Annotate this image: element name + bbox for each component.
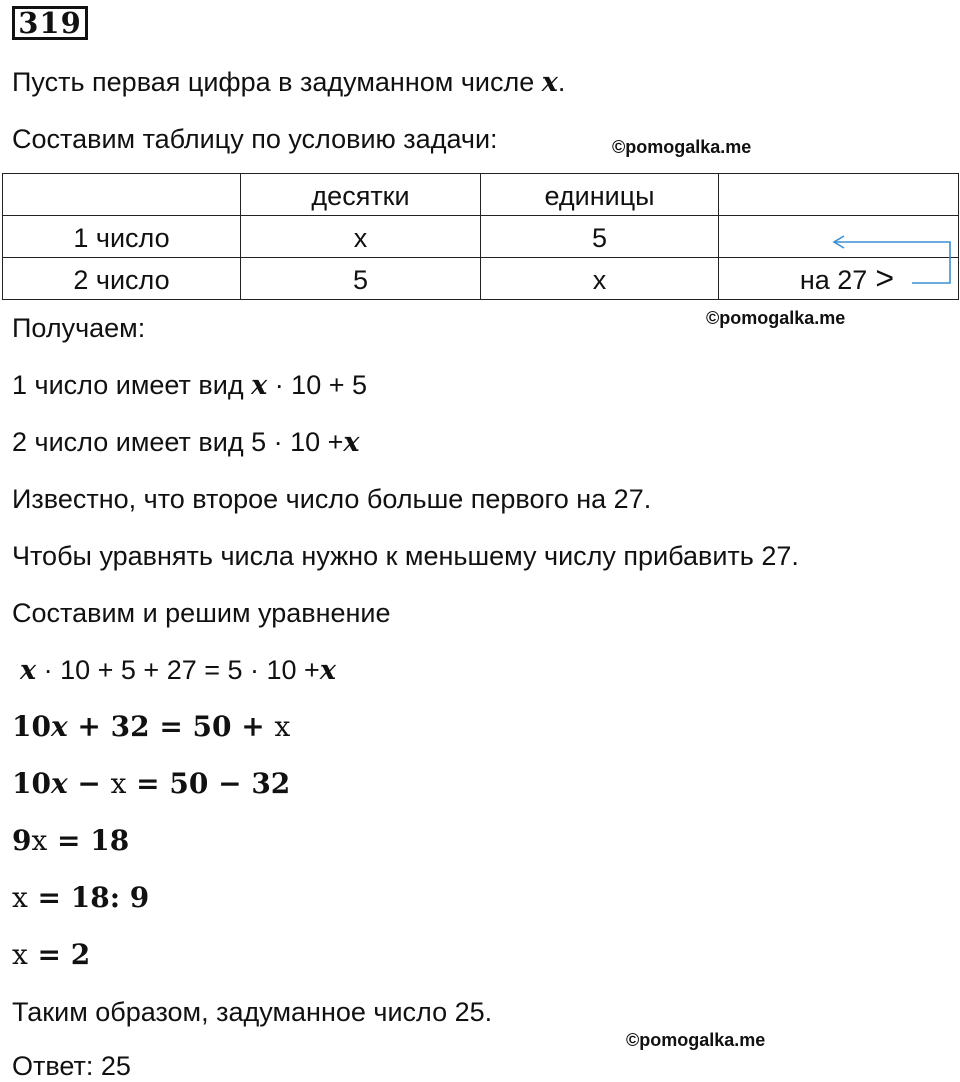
equation-step-3	[12, 825, 129, 857]
variable-plain: x	[12, 938, 28, 971]
table-intro: Составим таблицу по условию задачи:	[12, 124, 498, 154]
intro-line	[12, 66, 565, 99]
second-number-prefix: 2 число имеет вид 5 · 10 +	[12, 427, 344, 457]
eq-part: = 2	[27, 938, 91, 971]
answer-line: Ответ: 25	[12, 1051, 131, 1081]
variable: x	[50, 767, 68, 800]
intro-text: Пусть первая цифра в задуманном числе	[12, 67, 542, 97]
equation-line	[20, 654, 336, 687]
problem-number: 319	[12, 6, 88, 40]
equation-step-2	[12, 768, 290, 800]
equation-step-1	[12, 711, 290, 743]
intro-variable: x	[541, 67, 558, 98]
result-heading: Получаем:	[12, 313, 146, 343]
table-header-cell	[3, 174, 241, 216]
watermark-3: ©pomogalka.me	[626, 1030, 766, 1050]
table-header-cell	[719, 174, 959, 216]
table-cell: 2 число	[3, 258, 241, 300]
variable: x	[319, 655, 336, 686]
eq-part: 10	[12, 710, 51, 743]
first-number-line	[12, 369, 367, 402]
first-number-prefix: 1 число имеет вид	[12, 370, 252, 400]
table-cell: 5	[481, 216, 719, 258]
first-number-suffix: · 10 + 5	[267, 370, 368, 400]
eq-part: = 18	[27, 881, 110, 914]
eq-part: 9	[12, 824, 32, 857]
variable: x	[251, 370, 268, 401]
variable-plain: x	[274, 710, 291, 743]
comparison-text: на 27	[799, 265, 868, 295]
known-fact-line: Известно, что второе число больше первого на 27.	[12, 484, 652, 514]
table-row	[3, 216, 959, 258]
table-cell: 1 число	[3, 216, 241, 258]
variable-plain: x	[12, 881, 28, 914]
eq-part: = 50 − 32	[126, 767, 291, 800]
equation-step-4	[12, 882, 149, 914]
table-cell: x	[481, 258, 719, 300]
conclusion-line: Таким образом, задуманное число 25.	[12, 997, 493, 1027]
solve-heading: Составим и решим уравнение	[12, 598, 391, 628]
eq-part: −	[67, 767, 111, 800]
second-number-line	[12, 426, 360, 459]
comparison-arrow-icon	[820, 228, 960, 292]
intro-end: .	[557, 67, 566, 97]
table-header-cell: единицы	[481, 174, 719, 216]
table-header-cell: десятки	[241, 174, 481, 216]
watermark-2: ©pomogalka.me	[706, 308, 846, 328]
equation-step-5	[12, 939, 90, 971]
condition-table	[2, 173, 959, 300]
eq-part: + 32 = 50 +	[67, 710, 275, 743]
variable-plain: x	[31, 824, 48, 857]
table-header-row	[3, 174, 959, 216]
eq-part: 10	[12, 767, 51, 800]
table-cell: x	[241, 216, 481, 258]
variable: x	[343, 427, 360, 458]
equalize-line: Чтобы уравнять числа нужно к меньшему числу прибавить 27.	[12, 541, 799, 571]
variable: x	[20, 655, 37, 686]
variable-plain: x	[110, 767, 127, 800]
watermark-1: ©pomogalka.me	[612, 137, 752, 157]
eq-part: = 18	[47, 824, 130, 857]
greater-than-symbol: >	[875, 260, 894, 296]
eq-part: : 9	[109, 881, 150, 914]
table-cell: 5	[241, 258, 481, 300]
equation-suffix: · 10 + 5 + 27 = 5 · 10 +	[36, 655, 320, 685]
variable: x	[50, 710, 68, 743]
table-row	[3, 258, 959, 300]
